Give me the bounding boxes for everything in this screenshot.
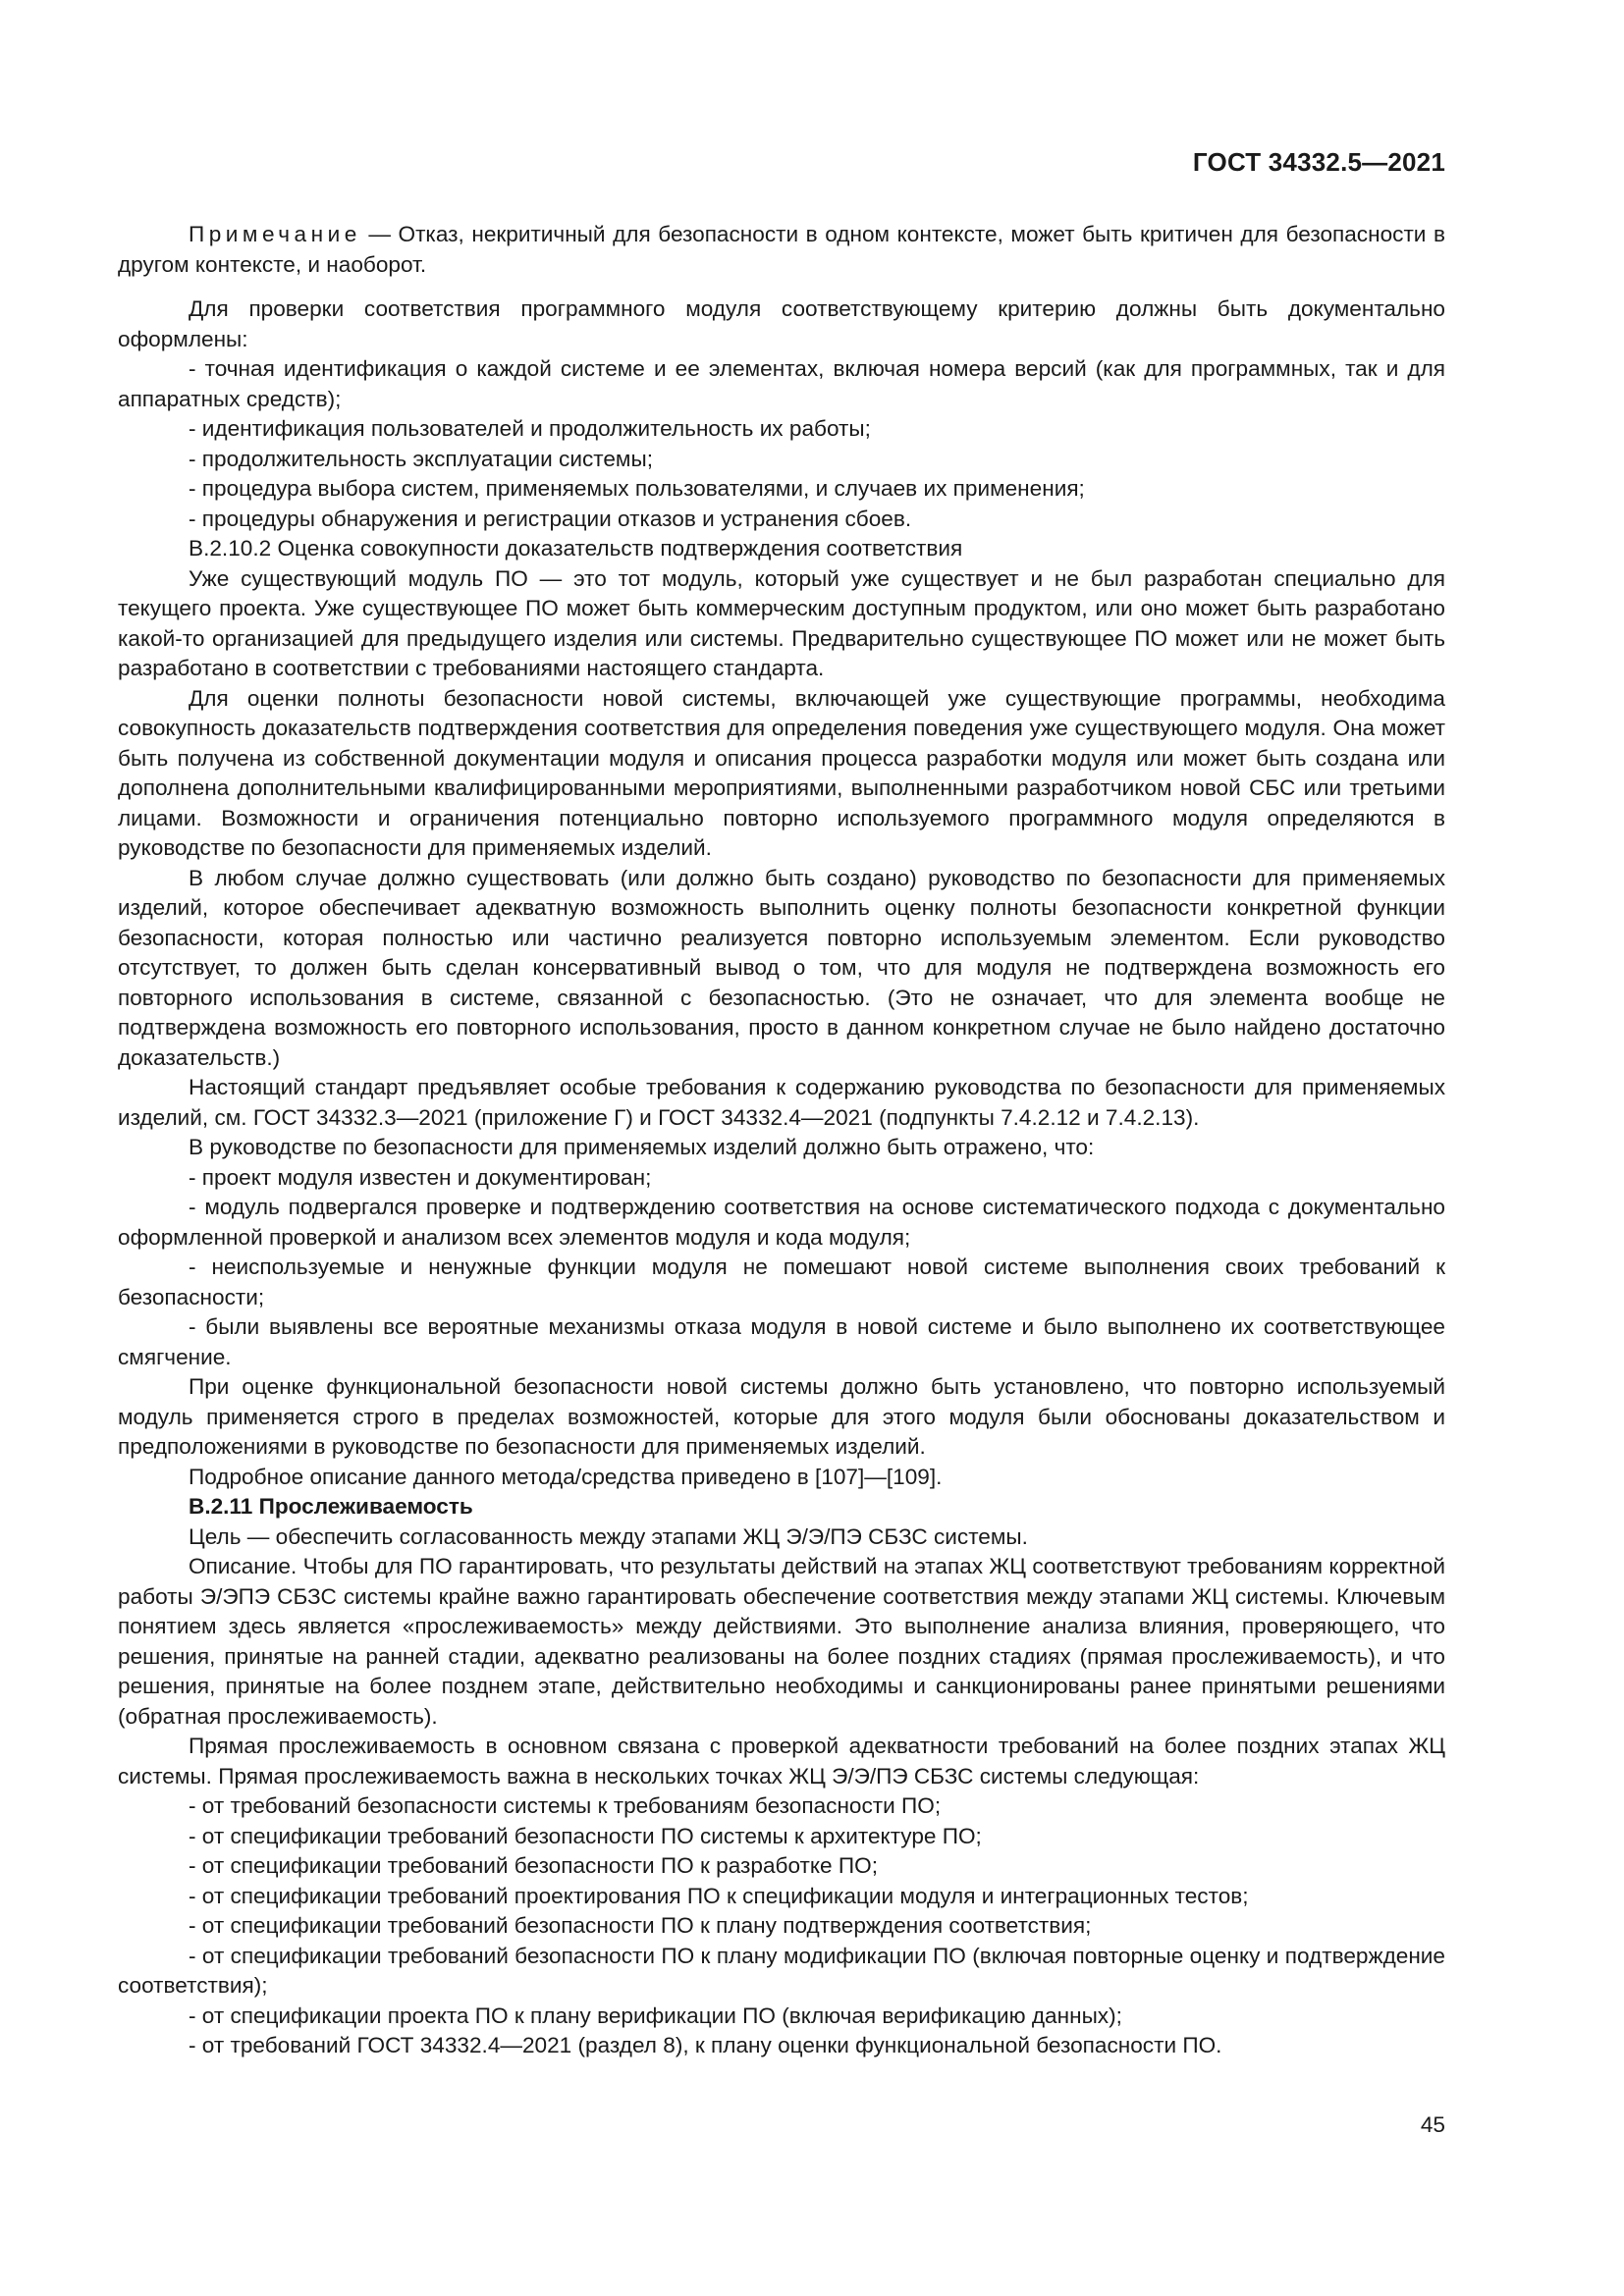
list-item: - от спецификации требований безопасности ПО системы к архитектуре ПО; (189, 1823, 982, 1848)
list-item: - от спецификации проекта ПО к плану верификации ПО (включая верификацию данных); (189, 2002, 1122, 2028)
page-number: 45 (1420, 2112, 1445, 2137)
list-item: - были выявлены все вероятные механизмы отказа модуля в новой системе и было выполнено их соответствующее смягчение. (118, 1314, 1445, 1369)
paragraph: Описание. Чтобы для ПО гарантировать, что результаты действий на этапах ЖЦ соответствуют требованиям корректной работы Э/ЭПЭ СБЗС системы крайне важно гарантировать обеспечение соответствия между этапами ЖЦ системы. Ключевым понятием здесь является «прослеживаемость» между действиями. Это выполнение анализа влияния, проверяющего, что решения, принятые на ранней стадии, адекватно реализованы на более поздних стадиях (прямая прослеживаемость), и что решения, принятые на более позднем этапе, действительно необходимы и санкционированы ранее принятыми решениями (обратная прослеживаемость). (118, 1554, 1445, 1729)
list-item: - продолжительность эксплуатации системы; (189, 446, 653, 471)
paragraph: Подробное описание данного метода/средства приведено в [107]—[109]. (189, 1464, 943, 1489)
list-item: - от спецификации требований безопасности ПО к разработке ПО; (189, 1853, 878, 1878)
list-item: - неиспользуемые и ненужные функции модуля не помешают новой системе выполнения своих требований к безопасности; (118, 1255, 1445, 1309)
document-id-header: ГОСТ 34332.5—2021 (1192, 147, 1445, 177)
paragraph: Прямая прослеживаемость в основном связана с проверкой адекватности требований на более поздних этапах ЖЦ системы. Прямая прослеживаемость важна в нескольких точках ЖЦ Э/Э/ПЭ СБЗС системы следующая: (118, 1734, 1445, 1789)
list-item: - идентификация пользователей и продолжительность их работы; (189, 416, 871, 441)
list-item: - от требований ГОСТ 34332.4—2021 (раздел 8), к плану оценки функциональной безопасности ПО. (189, 2033, 1222, 2057)
list-item: - точная идентификация о каждой системе и ее элементах, включая номера версий (как для программных, так и для аппаратных средств); (118, 356, 1445, 411)
list-item: - процедура выбора систем, применяемых пользователями, и случаев их применения; (189, 476, 1085, 501)
list-item: - от спецификации требований безопасности ПО к плану подтверждения соответствия; (189, 1913, 1092, 1938)
list-item: - процедуры обнаружения и регистрации отказов и устранения сбоев. (189, 506, 912, 531)
list-item: - проект модуля известен и документирован; (189, 1164, 652, 1190)
paragraph: Цель — обеспечить согласованность между этапами ЖЦ Э/Э/ПЭ СБЗС системы. (189, 1523, 1028, 1549)
list-item: - от требований безопасности системы к требованиям безопасности ПО; (189, 1793, 942, 1818)
paragraph: Настоящий стандарт предъявляет особые требования к содержанию руководства по безопасности для применяемых изделий, см. ГОСТ 34332.3—2021 (приложение Г) и ГОСТ 34332.4—2021 (подпункты 7.4.2.12 и 7.4.2.13). (118, 1075, 1445, 1130)
section-heading: В.2.11 Прослеживаемость (189, 1494, 473, 1519)
paragraph: Уже существующий модуль ПО — это тот модуль, который уже существует и не был разработан специально для текущего проекта. Уже существующее ПО может быть коммерческим доступным продуктом, или оно может быть разработано какой-то организацией для предыдущего изделия или системы. Предварительно существующее ПО может или не может быть разработано в соответствии с требованиями настоящего стандарта. (118, 565, 1445, 680)
paragraph: При оценке функциональной безопасности новой системы должно быть установлено, что повторно используемый модуль применяется строго в пределах возможностей, которые для этого модуля были обоснованы доказательством и предположениями в руководстве по безопасности для применяемых изделий. (118, 1374, 1445, 1459)
list-item: - от спецификации требований безопасности ПО к плану модификации ПО (включая повторные оценку и подтверждение соответствия); (118, 1943, 1445, 1998)
paragraph: В руководстве по безопасности для применяемых изделий должно быть отражено, что: (189, 1135, 1095, 1159)
paragraph: Для оценки полноты безопасности новой системы, включающей уже существующие программы, необходима совокупность доказательств подтверждения соответствия для определения поведения уже существующего модуля. Она может быть получена из собственной документации модуля и описания процесса разработки модуля или может быть создана или дополнена дополнительными квалифицированными мероприятиями, выполненными разработчиком новой СБС или третьими лицами. Возможности и ограничения потенциально повторно используемого программного модуля определяются в руководстве по безопасности для применяемых изделий. (118, 685, 1445, 860)
subsection-heading: В.2.10.2 Оценка совокупности доказательств подтверждения соответствия (189, 536, 963, 561)
note-label: Примечание (189, 222, 361, 246)
list-item: - от спецификации требований проектирования ПО к спецификации модуля и интеграционных тестов; (189, 1883, 1249, 1908)
paragraph: Для проверки соответствия программного модуля соответствующему критерию должны быть документально оформлены: (118, 296, 1445, 351)
note-paragraph (118, 220, 1445, 280)
document-body (118, 220, 1445, 2061)
list-item: - модуль подвергался проверке и подтверждению соответствия на основе систематического подхода с документально оформленной проверкой и анализом всех элементов модуля и кода модуля; (118, 1195, 1445, 1250)
note-text: — Отказ, некритичный для безопасности в одном контексте, может быть критичен для безопасности в другом контексте, и наоборот. (118, 222, 1445, 277)
paragraph: В любом случае должно существовать (или должно быть создано) руководство по безопасности для применяемых изделий, которое обеспечивает адекватную возможность выполнить оценку полноты безопасности конкретной функции безопасности, которая полностью или частично реализуется повторно используемым элементом. Если руководство отсутствует, то должен быть сделан консервативный вывод о том, что для модуля не подтверждена возможность его повторного использования в системе, связанной с безопасностью. (Это не означает, что для элемента вообще не подтверждена возможность его повторного использования, просто в данном конкретном случае не было найдено достаточно доказательств.) (118, 865, 1445, 1070)
